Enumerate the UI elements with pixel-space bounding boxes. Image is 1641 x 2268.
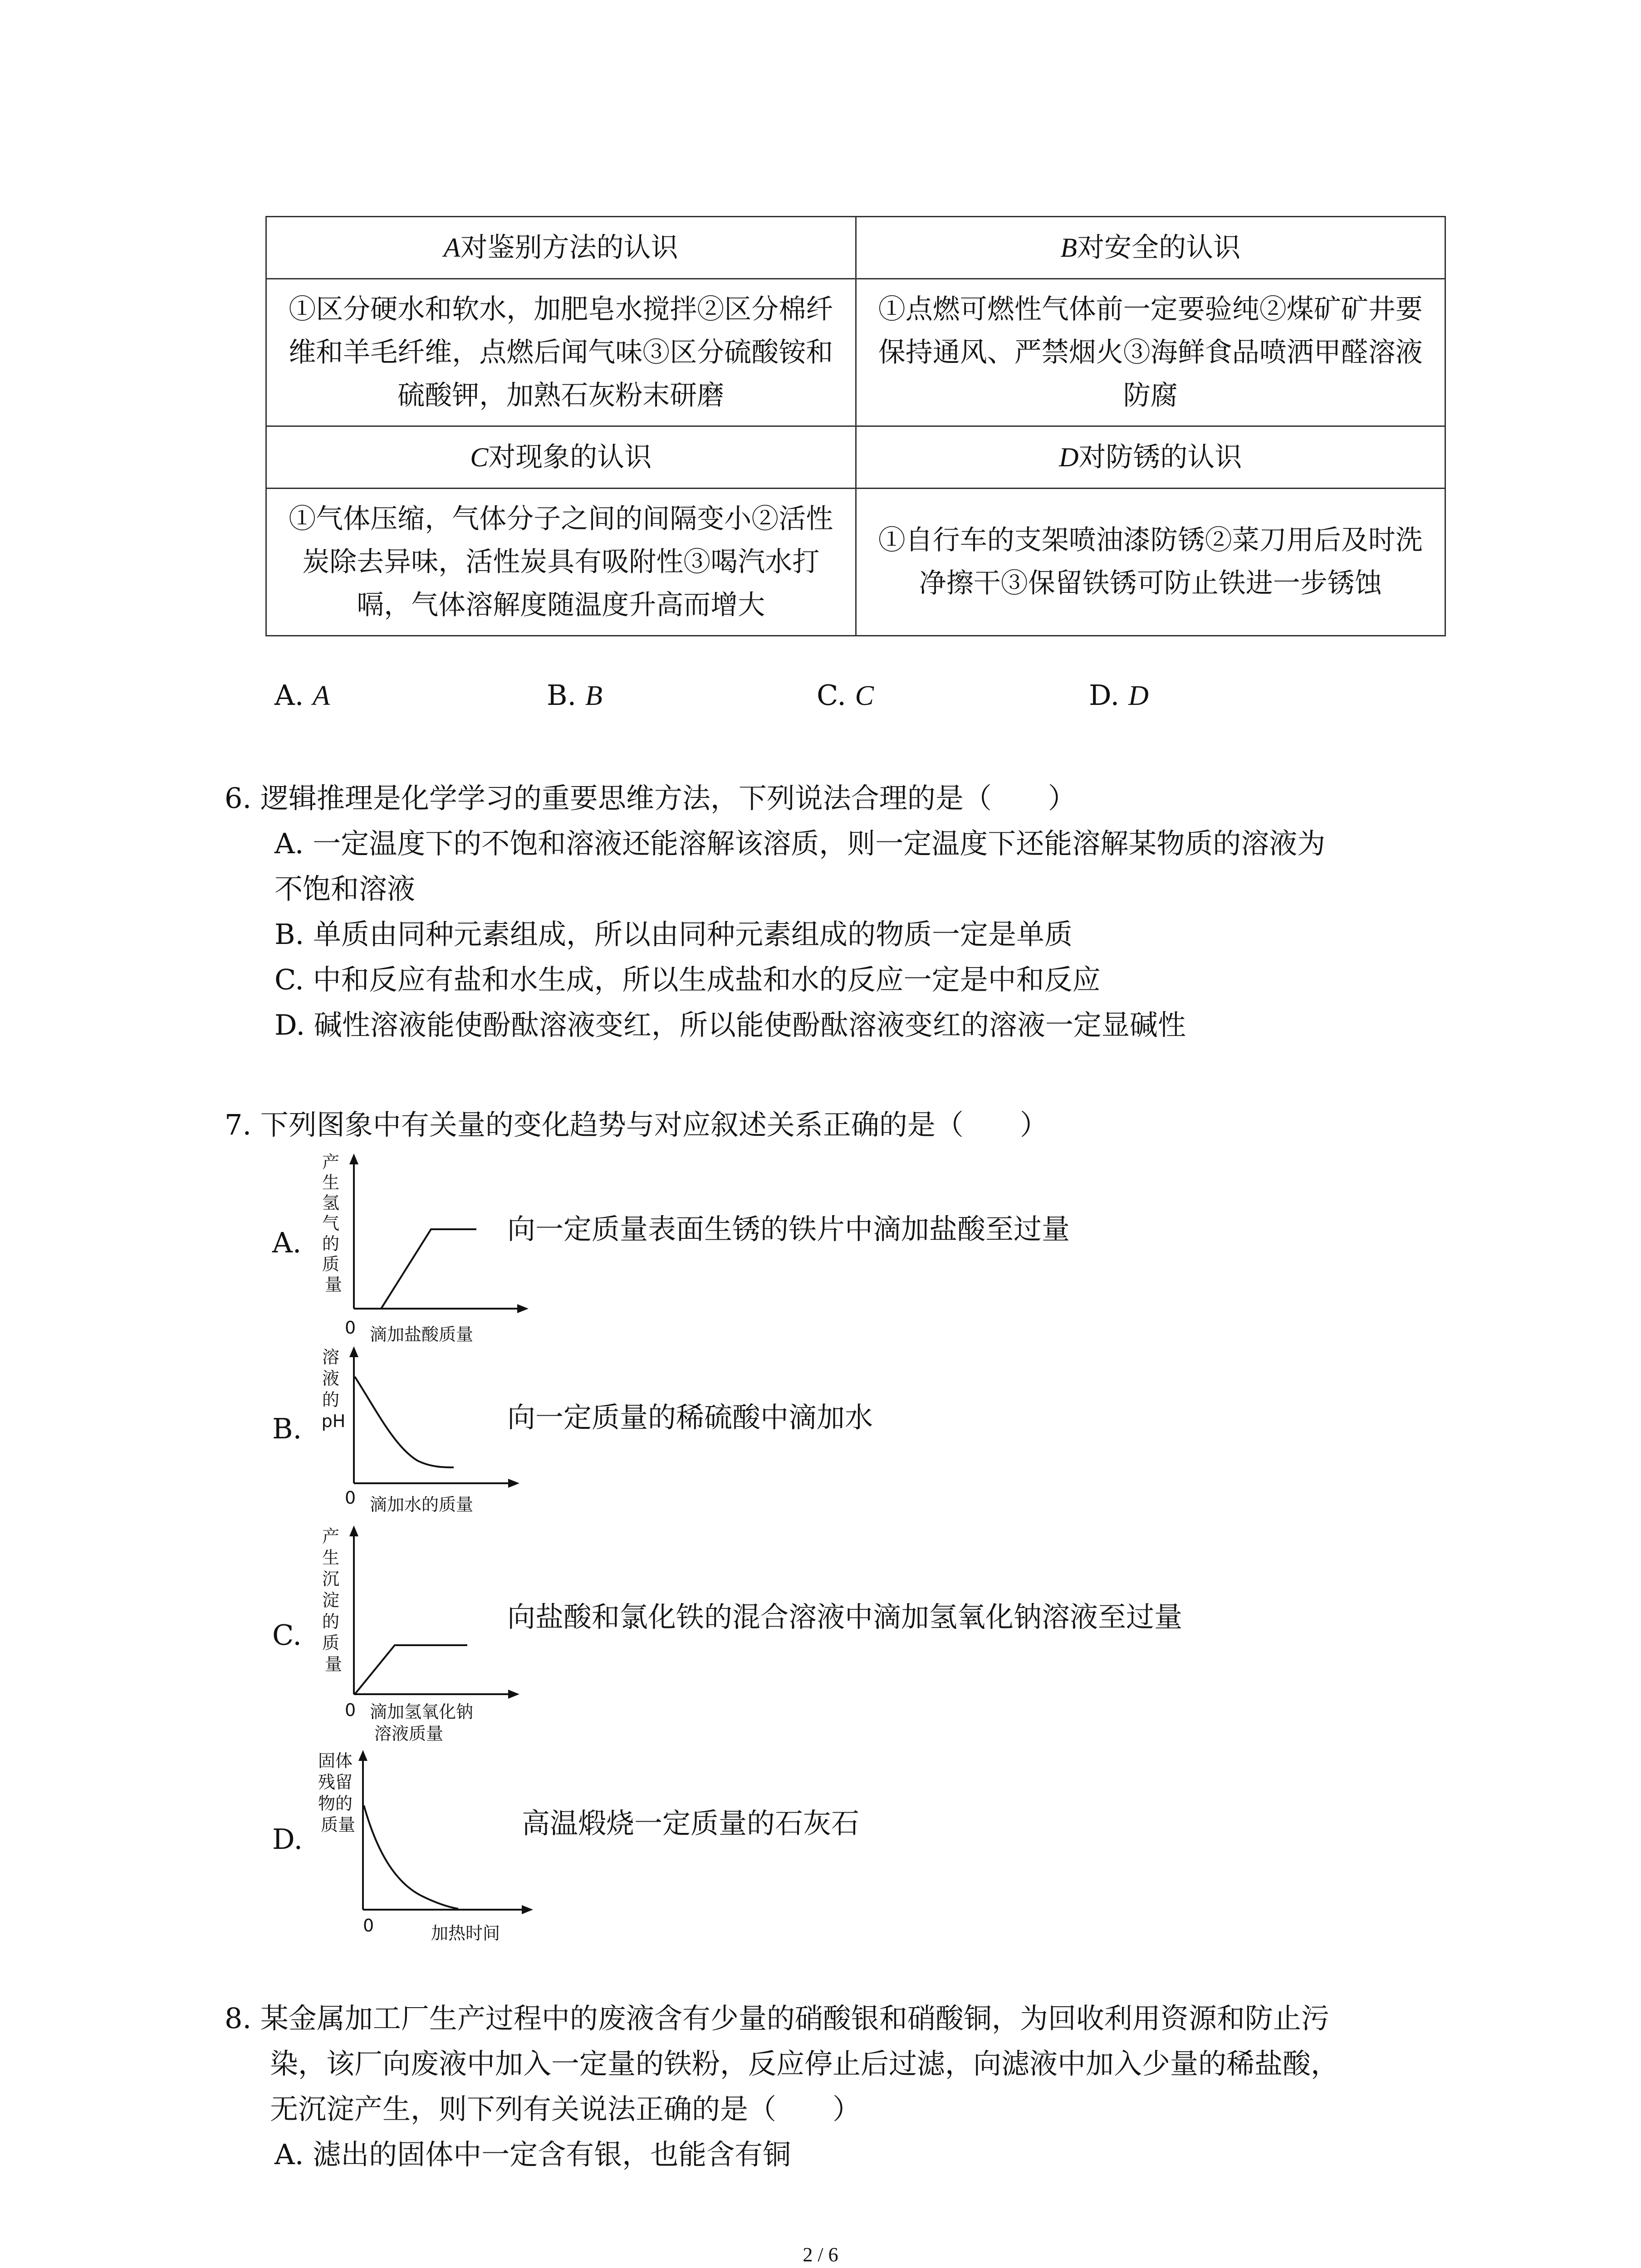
q8-option-a: A. 滤出的固体中一定含有银，也能含有铜 bbox=[274, 2138, 791, 2171]
q6-option-a-line1: A. 一定温度下的不饱和溶液还能溶解该溶质，则一定温度下还能溶解某物质的溶液为 bbox=[274, 827, 1326, 860]
q7-option-d-text: 高温煅烧一定质量的石灰石 bbox=[522, 1807, 860, 1840]
graph-b-origin: 0 bbox=[345, 1488, 356, 1508]
q7-stem: 7. 下列图象中有关量的变化趋势与对应叙述关系正确的是（ ） bbox=[225, 1108, 1048, 1141]
table-cell-b: ①点燃可燃性气体前一定要验纯②煤矿矿井要保持通风、严禁烟火③海鲜食品喷洒甲醛溶液防腐 bbox=[856, 279, 1445, 426]
page-number: 2 / 6 bbox=[803, 2244, 838, 2266]
comparison-table bbox=[265, 216, 1446, 636]
table-header-d: D对防锈的认识 bbox=[856, 426, 1445, 489]
q7-graph-c bbox=[313, 1522, 540, 1749]
graph-d-origin: 0 bbox=[363, 1916, 374, 1936]
q7-option-c-text: 向盐酸和氯化铁的混合溶液中滴加氢氧化钠溶液至过量 bbox=[507, 1600, 1183, 1633]
table-header-b: B对安全的认识 bbox=[856, 217, 1445, 279]
q8-line1: 8. 某金属加工厂生产过程中的废液含有少量的硝酸银和硝酸铜，为回收利用资源和防止污 bbox=[225, 2002, 1329, 2035]
graph-a-ylabel: 产 生 氢 气 的 质 量 bbox=[322, 1152, 343, 1295]
graph-d-xlabel: 加热时间 bbox=[431, 1923, 500, 1943]
graph-c-origin: 0 bbox=[345, 1700, 356, 1720]
q5-option-b: B. B bbox=[547, 679, 603, 712]
graph-a-origin: 0 bbox=[345, 1318, 356, 1338]
graph-c-xlabel: 滴加氢氧化钠 溶液质量 bbox=[370, 1702, 474, 1744]
q6-option-b: B. 单质由同种元素组成，所以由同种元素组成的物质一定是单质 bbox=[274, 918, 1073, 951]
q7-graph-a bbox=[313, 1150, 540, 1356]
graph-a-xlabel: 滴加盐酸质量 bbox=[370, 1325, 474, 1344]
q5-option-d: D. D bbox=[1089, 679, 1149, 712]
q6-option-c: C. 中和反应有盐和水生成，所以生成盐和水的反应一定是中和反应 bbox=[274, 963, 1101, 996]
q6-option-a-line2: 不饱和溶液 bbox=[274, 872, 416, 905]
q7-graph-b bbox=[313, 1343, 540, 1517]
graph-c-ylabel: 产 生 沉 淀 的 质 量 bbox=[322, 1526, 343, 1674]
table-cell-c: ①气体压缩，气体分子之间的间隔变小②活性炭除去异味，活性炭具有吸附性③喝汽水打嗝，气体溶解度随温度升高而增大 bbox=[266, 489, 856, 636]
q7-option-d-label: D. bbox=[272, 1823, 303, 1856]
q7-option-b-label: B. bbox=[272, 1412, 302, 1445]
graph-d-ylabel: 固体 残留 物的 质量 bbox=[318, 1751, 356, 1835]
table-cell-d: ①自行车的支架喷油漆防锈②菜刀用后及时洗净擦干③保留铁锈可防止铁进一步锈蚀 bbox=[856, 489, 1445, 636]
q7-option-c-label: C. bbox=[272, 1618, 302, 1652]
q5-option-a: A. A bbox=[274, 679, 330, 712]
graph-b-ylabel: 溶 液 的 pH bbox=[321, 1347, 346, 1431]
graph-b-xlabel: 滴加水的质量 bbox=[370, 1495, 474, 1515]
q5-option-c: C. C bbox=[817, 679, 874, 712]
q7-option-b-text: 向一定质量的稀硫酸中滴加水 bbox=[507, 1401, 873, 1434]
q7-graph-d bbox=[313, 1746, 549, 1946]
table-cell-a: ①区分硬水和软水，加肥皂水搅拌②区分棉纤维和羊毛纤维，点燃后闻气味③区分硫酸铵和硫酸钾，加熟石灰粉末研磨 bbox=[266, 279, 856, 426]
q7-option-a-label: A. bbox=[272, 1226, 302, 1259]
q6-option-d: D. 碱性溶液能使酚酞溶液变红，所以能使酚酞溶液变红的溶液一定显碱性 bbox=[274, 1008, 1186, 1041]
q7-option-a-text: 向一定质量表面生锈的铁片中滴加盐酸至过量 bbox=[507, 1212, 1070, 1246]
q8-line3: 无沉淀产生，则下列有关说法正确的是（ ） bbox=[270, 2092, 861, 2126]
q8-line2: 染，该厂向废液中加入一定量的铁粉，反应停止后过滤，向滤液中加入少量的稀盐酸， bbox=[270, 2047, 1339, 2080]
table-header-c: C对现象的认识 bbox=[266, 426, 856, 489]
q6-stem: 6. 逻辑推理是化学学习的重要思维方法，下列说法合理的是（ ） bbox=[225, 782, 1076, 815]
table-header-a: A对鉴别方法的认识 bbox=[266, 217, 856, 279]
